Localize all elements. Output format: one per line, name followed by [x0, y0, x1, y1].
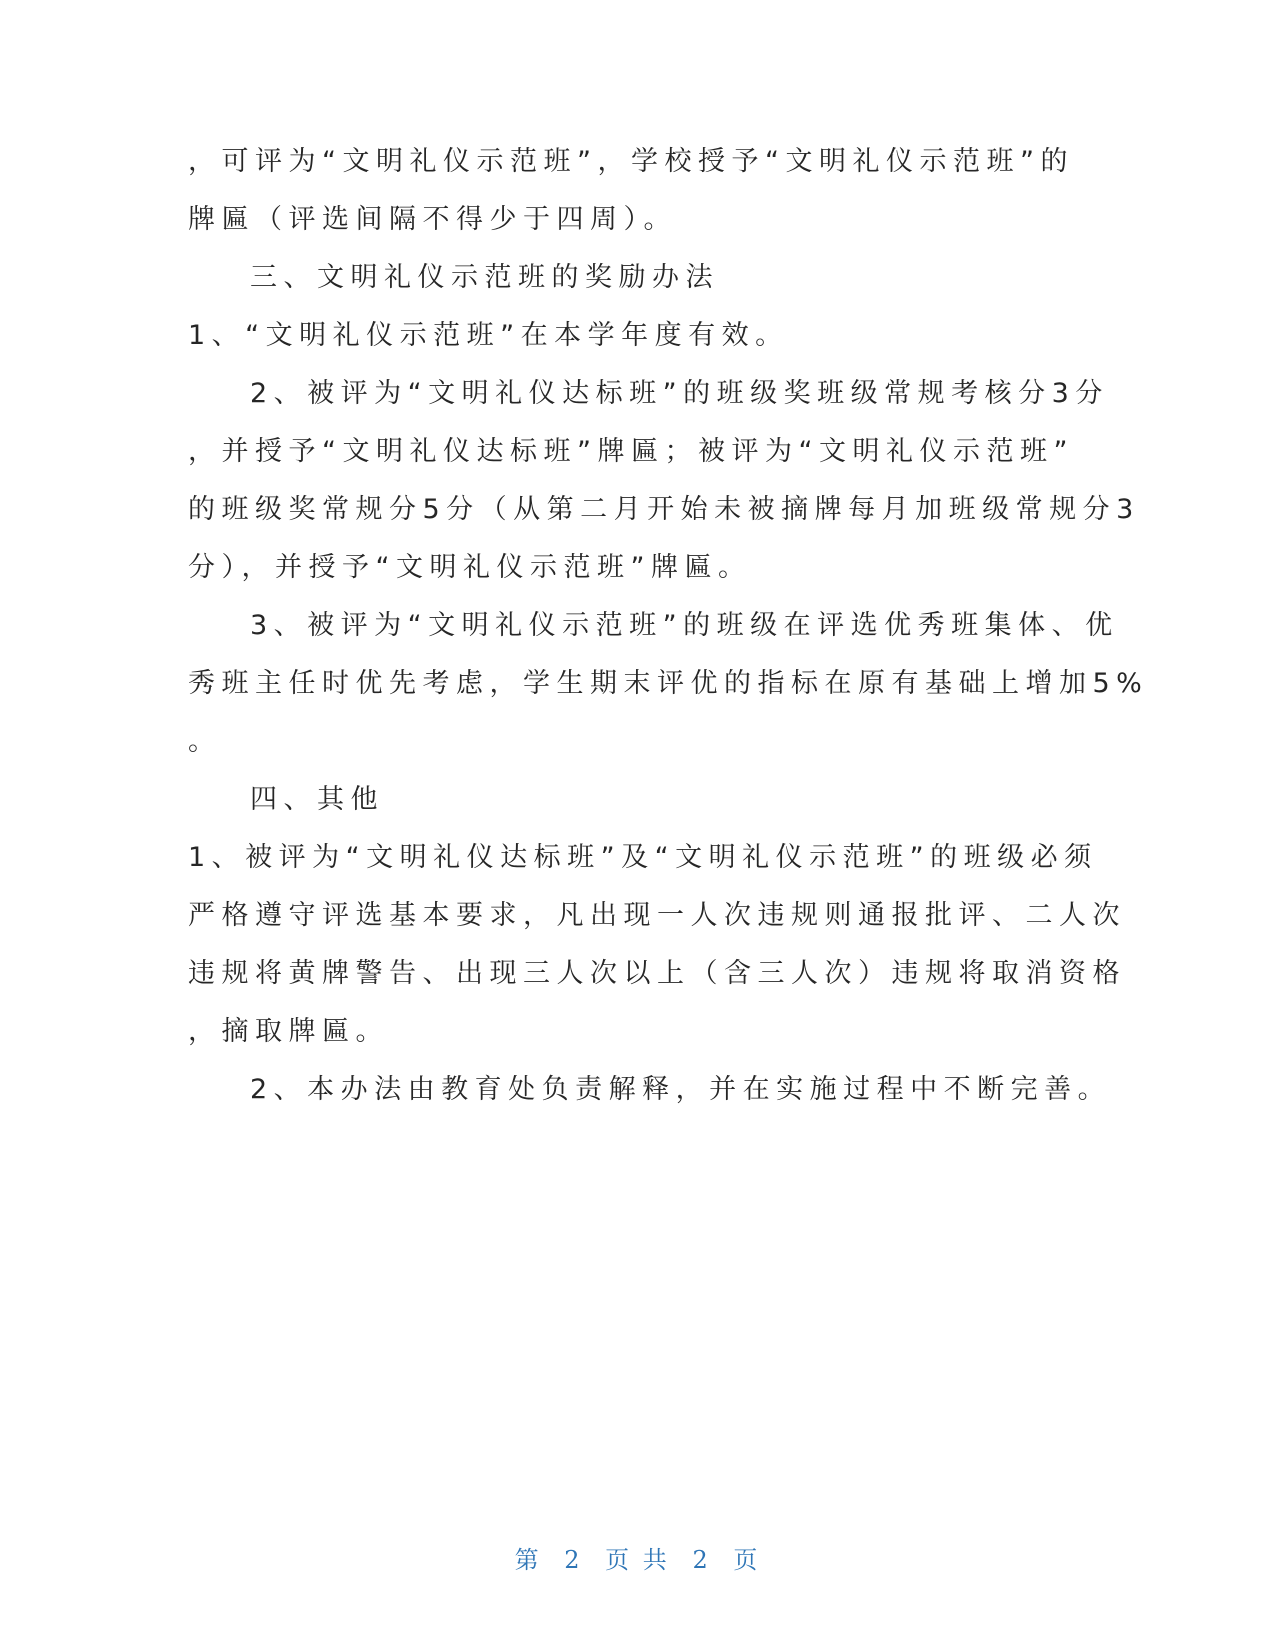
paragraph-line: 分），并授予“文明礼仪示范班”牌匾。 — [188, 552, 752, 583]
footer-total-pages: 2 — [692, 1546, 711, 1574]
paragraph-line: 2、本办法由教育处负责解释，并在实施过程中不断完善。 — [250, 1074, 1112, 1105]
footer-prefix: 第 — [514, 1546, 542, 1574]
footer-current-page: 2 — [564, 1546, 583, 1574]
section-heading: 四、其他 — [250, 784, 384, 815]
paragraph-line: 1、“文明礼仪示范班”在本学年度有效。 — [188, 320, 789, 351]
paragraph-line: 。 — [188, 726, 222, 757]
section-heading: 三、文明礼仪示范班的奖励办法 — [250, 262, 719, 293]
paragraph-line: 牌匾（评选间隔不得少于四周）。 — [188, 204, 677, 235]
paragraph-line: 秀班主任时优先考虑，学生期末评优的指标在原有基础上增加5% — [188, 668, 1149, 699]
paragraph-line: 的班级奖常规分5分（从第二月开始未被摘牌每月加班级常规分3 — [188, 494, 1140, 525]
paragraph-line: 3、被评为“文明礼仪示范班”的班级在评选优秀班集体、优 — [250, 610, 1119, 641]
page-footer — [0, 1540, 1275, 1575]
paragraph-line: ，并授予“文明礼仪达标班”牌匾；被评为“文明礼仪示范班” — [188, 436, 1074, 467]
paragraph-line: 2、被评为“文明礼仪达标班”的班级奖班级常规考核分3分 — [250, 378, 1109, 409]
paragraph-line: ，摘取牌匾。 — [188, 1016, 389, 1047]
paragraph-line: ，可评为“文明礼仪示范班”，学校授予“文明礼仪示范班”的 — [188, 146, 1074, 177]
footer-suffix: 页 — [733, 1546, 761, 1574]
paragraph-line: 严格遵守评选基本要求，凡出现一人次违规则通报批评、二人次 — [188, 900, 1126, 931]
paragraph-line: 违规将黄牌警告、出现三人次以上（含三人次）违规将取消资格 — [188, 958, 1126, 989]
footer-middle: 页 共 — [605, 1546, 670, 1574]
paragraph-line: 1、被评为“文明礼仪达标班”及“文明礼仪示范班”的班级必须 — [188, 842, 1098, 873]
